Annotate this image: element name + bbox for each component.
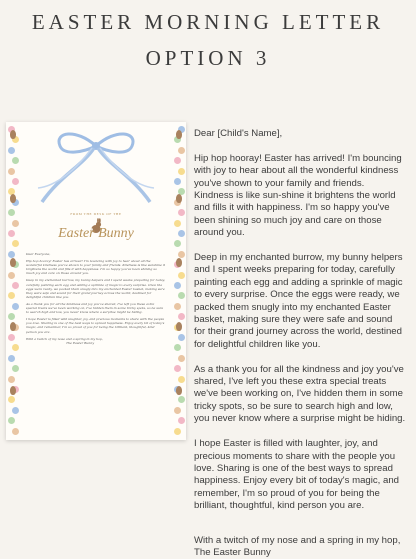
preview-paragraph: Hip hop hooray! Easter has arrived! I'm bouncing with joy to hear about all the wonderful kindness you've shown to your family and friends. Kindness is like sunshine it brightens the world and fills it with happiness. I'm so happy you've been shining so much joy and care on those around you. <box>26 259 166 276</box>
flower-icon <box>12 178 19 185</box>
flower-icon <box>174 303 181 310</box>
preview-letter-body <box>26 252 166 345</box>
page-subtitle: OPTION 3 <box>145 46 271 70</box>
small-bunny-icon <box>176 322 182 331</box>
floral-border-right <box>172 122 186 440</box>
flower-icon <box>174 344 181 351</box>
flower-icon <box>178 147 185 154</box>
flower-icon <box>174 365 181 372</box>
flower-icon <box>8 396 15 403</box>
flower-icon <box>12 344 19 351</box>
flower-icon <box>8 376 15 383</box>
letter-paragraph: I hope Easter is filled with laughter, joy, and precious moments to share with the people you love. Sharing is one of the best ways to spread happiness. Enjoy every bit of today's magic, and remember, I'm so proud of you for being the brilliant, thoughtful, kind person you are. <box>194 438 400 512</box>
flower-icon <box>8 292 15 299</box>
preview-header-script: Easter Bunny <box>58 226 134 241</box>
preview-paragraph: Deep in my enchanted burrow, my bunny helpers and I spent weeks preparing for today, carefully painting each egg and adding a sprinkle of magic to every surprise. Once the eggs were ready, we packed them snugly into my enchanted Easter basket, making sure they were safe and sound for their grand journey across the world, destined for delightful children like you. <box>26 278 165 299</box>
preview-paragraph: I hope Easter is filled with laughter, joy, and precious moments to share with the people you love. Sharing is one of the best ways to spread happiness. Enjoy every bit of today's magic, and remember, I'm so proud of you for being the brilliant, thoughtful, kind person you are. <box>26 317 165 334</box>
letter-paragraph: Deep in my enchanted burrow, my bunny helpers and I spent weeks preparing for today, carefully painting each egg and adding a sprinkle of magic to every surprise. Once the eggs were ready, we packed them snugly into my enchanted Easter basket, making sure they were safe and sound for their grand journey across the world, destined for delightful children like you. <box>194 252 403 350</box>
preview-signature: The Easter Bunny <box>66 340 95 345</box>
small-bunny-icon <box>10 194 16 203</box>
small-bunny-icon <box>176 130 182 139</box>
letter-salutation: Dear [Child's Name], <box>194 128 283 139</box>
flower-icon <box>8 147 15 154</box>
flower-icon <box>178 292 185 299</box>
small-bunny-icon <box>176 258 182 267</box>
flower-icon <box>174 428 181 435</box>
flower-icon <box>178 417 185 424</box>
letter-paragraph: As a thank you for all the kindness and joy you've shared, I've left you these extra special treats we've been working on, I've hidden them in some tricky spots, so be sure to search high and low, you never know where a surprise might be hiding. <box>194 363 406 425</box>
small-bunny-icon <box>10 322 16 331</box>
flower-icon <box>8 313 15 320</box>
letter-preview-card <box>6 122 186 440</box>
small-bunny-icon <box>176 386 182 395</box>
flower-icon <box>178 396 185 403</box>
flower-icon <box>178 355 185 362</box>
small-bunny-icon <box>176 194 182 203</box>
flower-icon <box>8 272 15 279</box>
flower-icon <box>174 282 181 289</box>
flower-icon <box>178 272 185 279</box>
flower-icon <box>174 407 181 414</box>
preview-header-small: FROM THE DESK OF THE <box>70 212 122 216</box>
flower-icon <box>178 334 185 341</box>
page-title: EASTER MORNING LETTER <box>31 10 385 34</box>
flower-icon <box>178 251 185 258</box>
flower-icon <box>8 168 15 175</box>
preview-paragraph: As a thank you for all the kindness and joy you've shared, I've left you these extra special treats we've been working on, I've hidden them in some tricky spots, so be sure to search high and low, you never know where a surprise might be hiding. <box>26 301 164 315</box>
flower-icon <box>178 168 185 175</box>
flower-icon <box>8 251 15 258</box>
letter-text <box>194 128 406 559</box>
flower-icon <box>8 355 15 362</box>
flower-icon <box>12 282 19 289</box>
preview-closing: With a twitch of my nose and a spring in my hop, <box>26 336 103 341</box>
flower-icon <box>12 303 19 310</box>
flower-icon <box>174 178 181 185</box>
flower-icon <box>12 157 19 164</box>
flower-icon <box>12 365 19 372</box>
letter-signature: The Easter Bunny <box>194 546 271 558</box>
flower-icon <box>8 417 15 424</box>
small-bunny-icon <box>10 386 16 395</box>
preview-greeting: Dear Everyone, <box>26 252 51 256</box>
small-bunny-icon <box>10 130 16 139</box>
flower-icon <box>178 376 185 383</box>
flower-icon <box>8 334 15 341</box>
flower-icon <box>12 428 19 435</box>
flower-icon <box>178 313 185 320</box>
letter-paragraph: Hip hop hooray! Easter has arrived! I'm bouncing with joy to hear about all the wonderful kindness you've shown to your family and friends. Kindness is like sun-shine it brightens the world and fills it with happiness. I'm so happy you've been shining so much joy and care on those around you. <box>194 152 402 239</box>
letter-closing: With a twitch of my nose and a spring in my hop, <box>194 534 401 546</box>
small-bunny-icon <box>10 258 16 267</box>
floral-border-left <box>6 122 20 440</box>
blue-bow-icon <box>36 126 156 206</box>
flower-icon <box>12 407 19 414</box>
flower-icon <box>174 157 181 164</box>
